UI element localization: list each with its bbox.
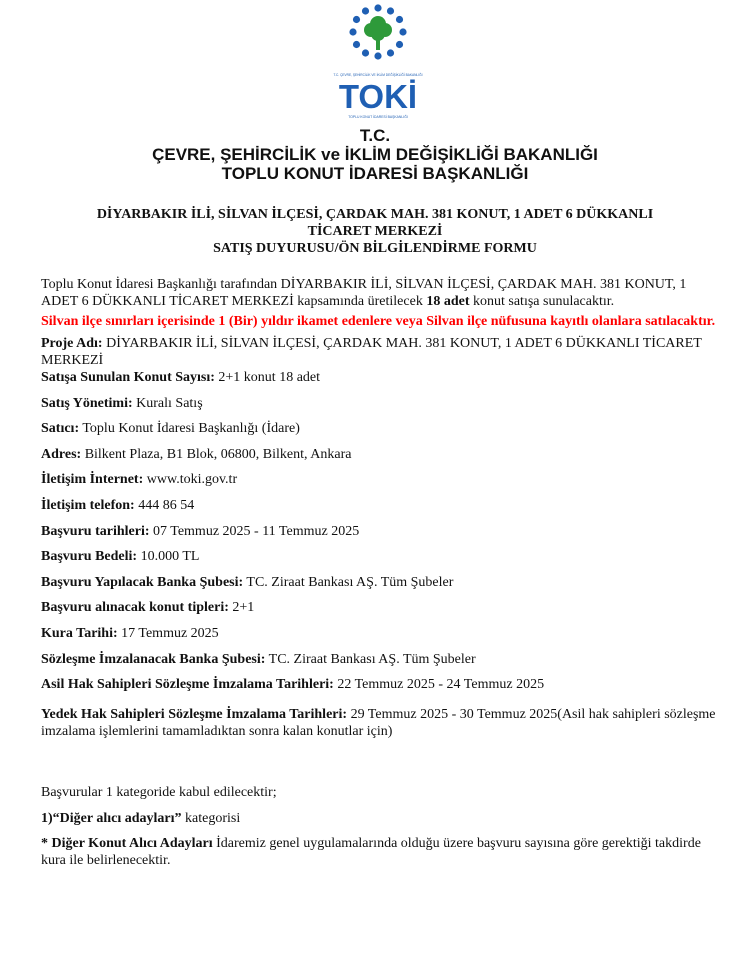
category-note: * Diğer Konut Alıcı Adayları İdaremiz genel uygulamalarında olduğu üzere başvuru sayısına göre gerektiği takdirde kura ile belirlenecektir. [41, 836, 701, 869]
header-line-1: T.C. [359, 126, 391, 145]
category-item-1: 1)“Diğer alıcı adayları” kategorisi [41, 810, 241, 826]
eligibility-notice: Silvan ilçe sınırları içerisinde 1 (Bir) yıldır ikamet edenlere veya Silvan ilçe nüfusuna kayıtlı olanlara satılacaktır. [41, 314, 716, 329]
field-unit-types: Başvuru alınacak konut tipleri: 2+1 [41, 600, 255, 616]
title-line-3: SATIŞ DUYURUSU/ÖN BİLGİLENDİRME FORMU [213, 241, 537, 256]
field-reserve-contract-dates: Yedek Hak Sahipleri Sözleşme İmzalama Tarihleri: 29 Temmuz 2025 - 30 Temmuz 2025(Asil hak sahipleri sözleşme imzalama işlemlerini tamamladıktan sonra kalan konutlar için) [41, 707, 716, 740]
field-address: Adres: Bilkent Plaza, B1 Blok, 06800, Bilkent, Ankara [41, 446, 352, 462]
logo-tagline-top: T.C. ÇEVRE, ŞEHİRCİLİK VE İKLİM DEĞİŞİKLİĞİ BAKANLIĞI [333, 73, 423, 77]
toki-logo [332, 2, 424, 124]
field-application-fee: Başvuru Bedeli: 10.000 TL [41, 549, 200, 565]
field-draw-date: Kura Tarihi: 17 Temmuz 2025 [41, 625, 219, 641]
logo-tagline-bottom: TOPLU KONUT İDARESİ BAŞKANLIĞI [348, 115, 408, 119]
field-unit-count: Satışa Sunulan Konut Sayısı: 2+1 konut 18 adet [41, 370, 321, 385]
field-sale-management: Satış Yönetimi: Kuralı Satış [41, 395, 203, 411]
document-body [41, 276, 716, 869]
document-title [0, 206, 750, 257]
tree-icon [364, 16, 392, 50]
title-line-2: TİCARET MERKEZİ [307, 224, 443, 239]
field-contract-bank: Sözleşme İmzalanacak Banka Şubesi: TC. Ziraat Bankası AŞ. Tüm Şubeler [41, 651, 476, 667]
field-bank-branch: Başvuru Yapılacak Banka Şubesi: TC. Ziraat Bankası AŞ. Tüm Şubeler [41, 574, 454, 590]
field-phone: İletişim telefon: 444 86 54 [41, 497, 195, 513]
field-application-dates: Başvuru tarihleri: 07 Temmuz 2025 - 11 Temmuz 2025 [41, 523, 360, 539]
categories-intro: Başvurular 1 kategoride kabul edilecektir; [41, 785, 277, 801]
logo-wordmark: TOKİ [338, 78, 418, 115]
field-seller: Satıcı: Toplu Konut İdaresi Başkanlığı (İdare) [41, 421, 300, 437]
intro-paragraph: Toplu Konut İdaresi Başkanlığı tarafından DİYARBAKIR İLİ, SİLVAN İLÇESİ, ÇARDAK MAH. 381 KONUT, 1 ADET 6 DÜKKANLI TİCARET MERKEZİ kapsamında üretilecek 18 adet konut satışa sunulacaktır. [41, 277, 687, 309]
title-line-1: DİYARBAKIR İLİ, SİLVAN İLÇESİ, ÇARDAK MAH. 381 KONUT, 1 ADET 6 DÜKKANLI [96, 207, 654, 222]
field-main-contract-dates: Asil Hak Sahipleri Sözleşme İmzalama Tarihleri: 22 Temmuz 2025 - 24 Temmuz 2025 [41, 677, 545, 693]
header-line-2: ÇEVRE, ŞEHİRCİLİK ve İKLİM DEĞİŞİKLİĞİ BAKANLIĞI [152, 145, 598, 164]
header-line-3: TOPLU KONUT İDARESİ BAŞKANLIĞI [221, 164, 529, 183]
ministry-header [0, 126, 750, 183]
field-internet: İletişim İnternet: www.toki.gov.tr [41, 472, 238, 488]
field-project: Proje Adı: DİYARBAKIR İLİ, SİLVAN İLÇESİ, ÇARDAK MAH. 381 KONUT, 1 ADET 6 DÜKKANLI TİCARET MERKEZİ [41, 336, 702, 368]
